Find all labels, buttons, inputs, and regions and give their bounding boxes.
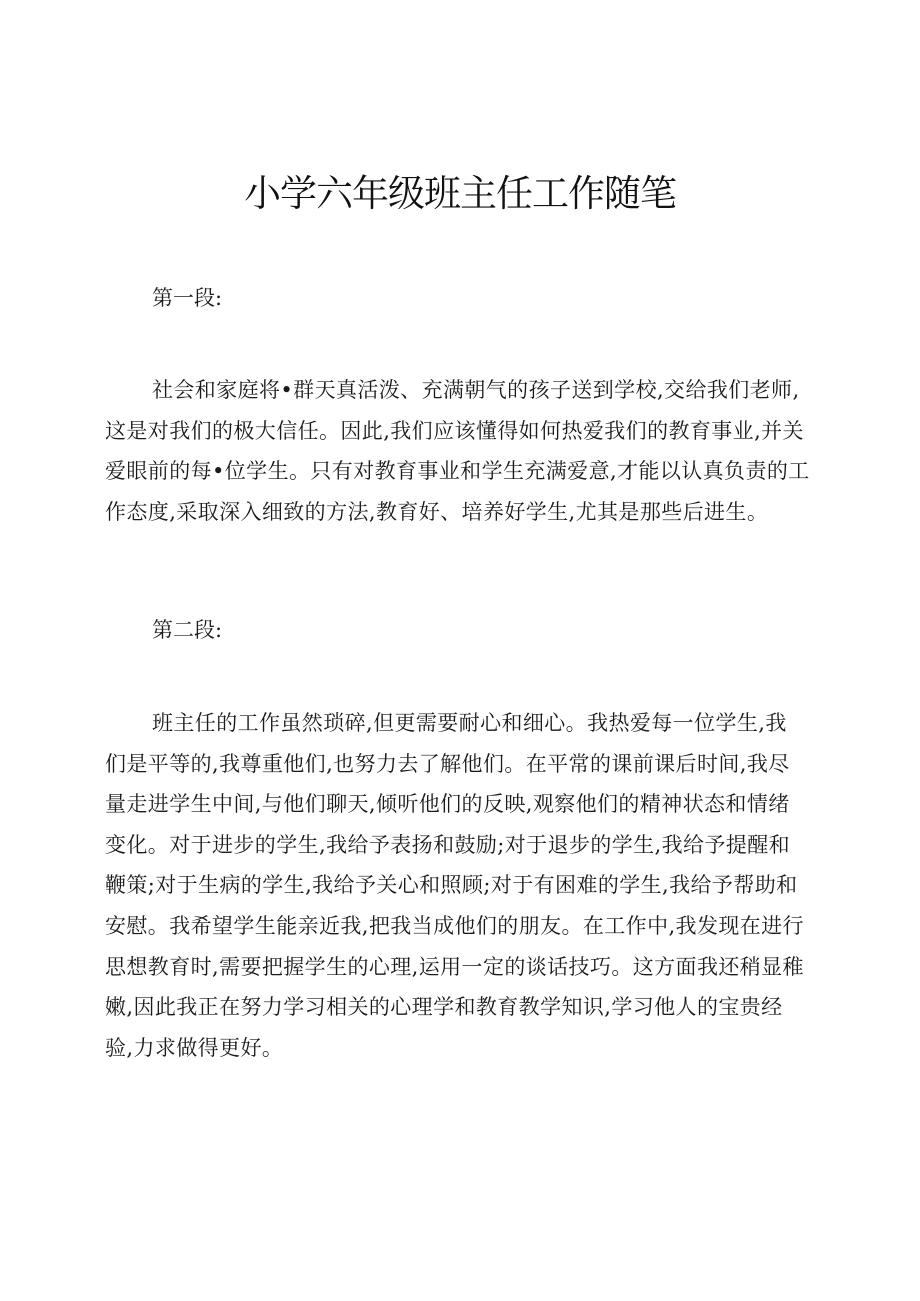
section-heading-1: 第一段: (152, 286, 223, 310)
paragraph-line: 嫩,因此我正在努力学习相关的心理学和教育教学知识,学习他人的宝贵经 (105, 995, 783, 1020)
section-paragraph-1 (105, 370, 821, 532)
paragraph-line: 爱眼前的每•位学生。只有对教育事业和学生充满爱意,才能以认真负责的工 (105, 459, 810, 484)
paragraph-line: 安慰。我希望学生能亲近我,把我当成他们的朋友。在工作中,我发现在进行 (105, 913, 804, 938)
paragraph-line: 这是对我们的极大信任。因此,我们应该懂得如何热爱我们的教育事业,并关 (105, 418, 804, 443)
paragraph-line: 社会和家庭将•群天真活泼、充满朝气的孩子送到学校,交给我们老师, (152, 378, 800, 402)
paragraph-line: 思想教育时,需要把握学生的心理,运用一定的谈话技巧。这方面我还稍显稚 (105, 954, 804, 979)
paragraph-line: 变化。对于进步的学生,我给予表扬和鼓励;对于退步的学生,我给予提醒和 (105, 832, 791, 857)
section-heading-2: 第二段: (152, 618, 223, 642)
section-paragraph-2 (105, 703, 821, 1068)
document-title: 小学六年级班主任工作随笔 (244, 172, 676, 215)
paragraph-line: 鞭策;对于生病的学生,我给予关心和照顾;对于有困难的学生,我给予帮助和 (105, 873, 798, 898)
paragraph-line: 班主任的工作虽然琐碎,但更需要耐心和细心。我热爱每一位学生,我 (152, 711, 787, 735)
paragraph-line: 作态度,采取深入细致的方法,教育好、培养好学生,尤其是那些后进生。 (105, 499, 769, 524)
paragraph-line: 们是平等的,我尊重他们,也努力去了解他们。在平常的课前课后时间,我尽 (105, 751, 790, 776)
paragraph-line: 验,力求做得更好。 (105, 1035, 284, 1060)
paragraph-line: 量走进学生中间,与他们聊天,倾听他们的反映,观察他们的精神状态和情绪 (105, 792, 790, 817)
